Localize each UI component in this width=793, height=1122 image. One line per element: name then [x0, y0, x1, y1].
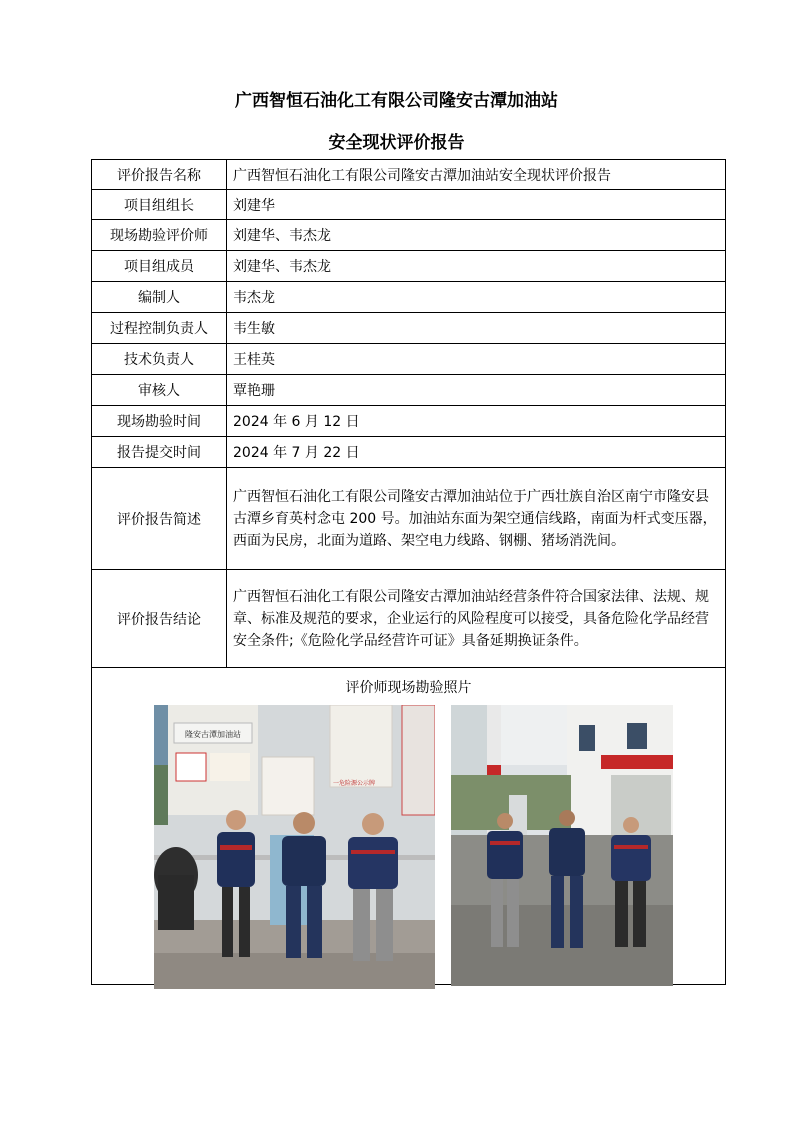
- row-label: 项目组组长: [92, 190, 227, 220]
- photo-office-image: [154, 705, 435, 989]
- table-row-team-leader: [92, 190, 726, 220]
- row-label: 编制人: [92, 282, 227, 313]
- table-row-conclusion: [92, 570, 726, 668]
- photo-station-image: [451, 705, 673, 986]
- row-value: 广西智恒石油化工有限公司隆安古潭加油站经营条件符合国家法律、法规、规章、标准及规范的要求，企业运行的风险程度可以接受，具备危险化学品经营安全条件;《危险化学品经营许可证》具备延期换证条件。: [227, 570, 726, 668]
- row-label: 评价报告结论: [92, 570, 227, 668]
- row-value: 2024 年 7 月 22 日: [227, 437, 726, 468]
- document-subtitle: 安全现状评价报告: [328, 133, 465, 153]
- site-photo-station: [451, 705, 673, 986]
- row-label: 审核人: [92, 375, 227, 406]
- row-label: 评价报告简述: [92, 468, 227, 570]
- row-value: 刘建华、韦杰龙: [227, 251, 726, 282]
- row-value: 刘建华、韦杰龙: [227, 220, 726, 251]
- table-row-survey-date: [92, 406, 726, 437]
- row-value: 广西智恒石油化工有限公司隆安古潭加油站位于广西壮族自治区南宁市隆安县古潭乡育英村念屯 200 号。加油站东面为架空通信线路，南面为杆式变压器，西面为民房，北面为道路、架空电力线路、钢棚、猪场消洗间。: [227, 468, 726, 570]
- table-row-submit-date: [92, 437, 726, 468]
- photos-caption: 评价师现场勘验照片: [345, 680, 472, 696]
- table-row-photos: [92, 668, 726, 985]
- photo-poster-text: 一危险源公示牌: [332, 780, 376, 787]
- photos-container: [98, 697, 719, 982]
- row-label: 过程控制负责人: [92, 313, 227, 344]
- table-row-summary: [92, 468, 726, 570]
- photos-cell: [92, 668, 726, 985]
- row-label: 报告提交时间: [92, 437, 227, 468]
- table-row-team-members: [92, 251, 726, 282]
- row-label: 技术负责人: [92, 344, 227, 375]
- row-value: 广西智恒石油化工有限公司隆安古潭加油站安全现状评价报告: [227, 160, 726, 190]
- row-value: 2024 年 6 月 12 日: [227, 406, 726, 437]
- table-row-site-assessor: [92, 220, 726, 251]
- row-value: 覃艳珊: [227, 375, 726, 406]
- row-label: 现场勘验评价师: [92, 220, 227, 251]
- row-value: 韦杰龙: [227, 282, 726, 313]
- document-title: 广西智恒石油化工有限公司隆安古潭加油站: [235, 91, 558, 111]
- table-row-reviewer: [92, 375, 726, 406]
- report-info-table: [91, 159, 726, 985]
- table-row-report-name: [92, 160, 726, 190]
- table-row-compiler: [92, 282, 726, 313]
- row-label: 项目组成员: [92, 251, 227, 282]
- row-value: 韦生敏: [227, 313, 726, 344]
- row-value: 王桂英: [227, 344, 726, 375]
- photo-sign-text: 隆安古潭加油站: [185, 730, 241, 739]
- table-row-technical-lead: [92, 344, 726, 375]
- site-photo-office: [154, 705, 435, 989]
- row-label: 现场勘验时间: [92, 406, 227, 437]
- row-label: 评价报告名称: [92, 160, 227, 190]
- table-row-process-control: [92, 313, 726, 344]
- row-value: 刘建华: [227, 190, 726, 220]
